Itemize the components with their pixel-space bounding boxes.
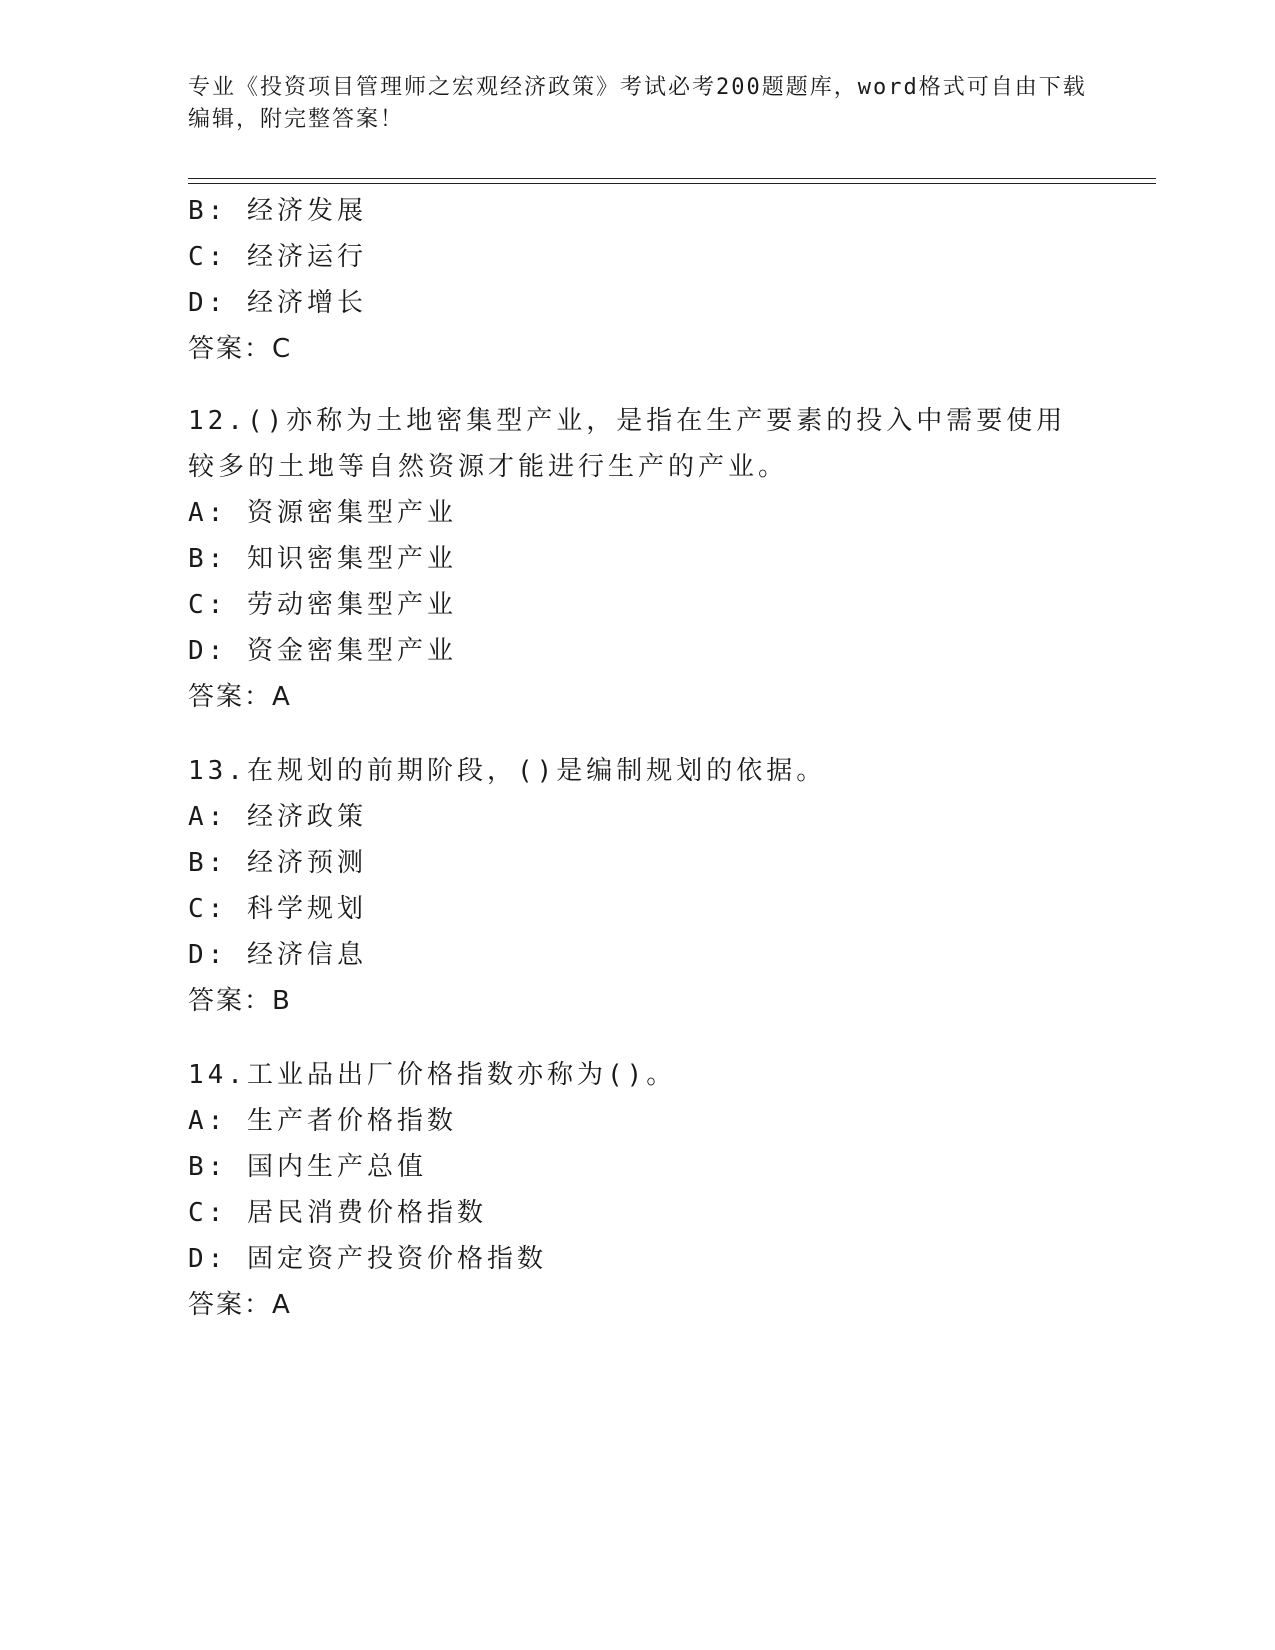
option-c: C: 居民消费价格指数 <box>188 1198 487 1228</box>
question-14 <box>188 1052 1088 1328</box>
option-d: D: 经济信息 <box>188 940 367 970</box>
option-b: B: 国内生产总值 <box>188 1152 427 1182</box>
header-divider <box>188 178 1156 179</box>
option-a: A: 资源密集型产业 <box>188 498 457 528</box>
option-d: D: 经济增长 <box>188 288 367 318</box>
question-stem: 12.()亦称为土地密集型产业，是指在生产要素的投入中需要使用较多的土地等自然资源才能进行生产的产业。 <box>188 406 1067 482</box>
option-d: D: 资金密集型产业 <box>188 636 457 666</box>
option-a: A: 生产者价格指数 <box>188 1106 457 1136</box>
question-12 <box>188 398 1088 720</box>
answer: 答案：C <box>188 334 293 364</box>
question-13 <box>188 748 1088 1024</box>
header-divider <box>188 183 1156 184</box>
question-stem: 13.在规划的前期阶段，()是编制规划的依据。 <box>188 756 827 786</box>
option-a: A: 经济政策 <box>188 802 367 832</box>
option-b: B: 经济预测 <box>188 848 367 878</box>
answer: 答案：B <box>188 986 292 1016</box>
option-b: B: 经济发展 <box>188 196 367 226</box>
answer: 答案：A <box>188 682 292 712</box>
question-11-tail <box>188 188 1088 372</box>
question-stem: 14.工业品出厂价格指数亦称为()。 <box>188 1060 677 1090</box>
option-c: C: 经济运行 <box>188 242 367 272</box>
option-c: C: 科学规划 <box>188 894 367 924</box>
page-header: 专业《投资项目管理师之宏观经济政策》考试必考200题题库，word格式可自由下载编辑，附完整答案！ <box>188 75 1087 132</box>
option-d: D: 固定资产投资价格指数 <box>188 1244 547 1274</box>
option-b: B: 知识密集型产业 <box>188 544 457 574</box>
answer: 答案：A <box>188 1290 292 1320</box>
option-c: C: 劳动密集型产业 <box>188 590 457 620</box>
